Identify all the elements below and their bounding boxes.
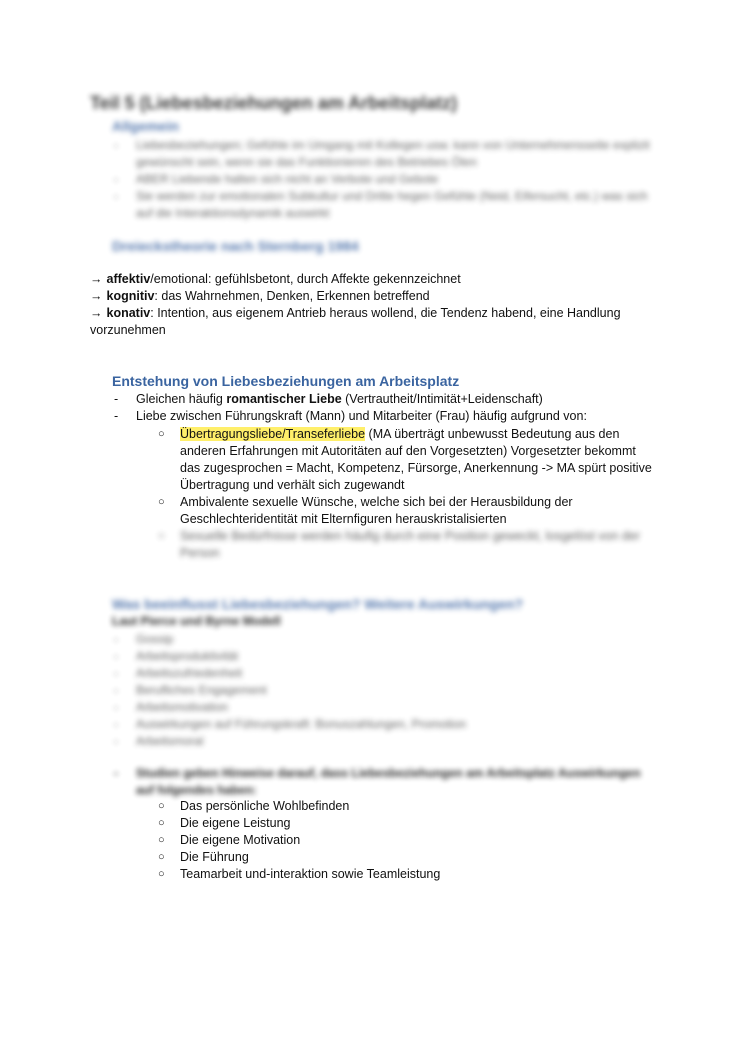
- list-item: ○ Die eigene Leistung: [158, 815, 638, 832]
- list-item: ○ Das persönliche Wohlbefinden: [158, 798, 638, 815]
- heading-sternberg: Dreieckstheorie nach Sternberg 1984: [112, 238, 359, 254]
- arrow-line-konativ: [90, 305, 670, 339]
- page-title: Teil 5 (Liebesbeziehungen am Arbeitsplatz): [90, 93, 458, 113]
- sublist-auswirkungen: [158, 798, 638, 883]
- subheading-modell: Laut Pierce und Byrne Modell: [112, 614, 281, 628]
- sublist-entstehung: [158, 426, 658, 562]
- list-item: ○ Die Führung: [158, 849, 638, 866]
- arrow-right-icon: →: [90, 289, 103, 303]
- list-item: - Sie werden zur emotionalen Subkultur und Dritte hegen Gefühle (Neid, Eifersucht, etc.) was sich auf die Interaktionsdynamik auswirkt: [114, 188, 662, 222]
- list-studien: [114, 765, 659, 799]
- list-item: ○ Übertragungsliebe/Transeferliebe (MA überträgt unbewusst Bedeutung aus den anderen Erfahrungen mit Autoritäten auf den Vorgesetzten) Vorgesetzter bekommt das zugesprochen = Macht, Kompetenz, Fürsorge, Anerkennung -> MA spürt positive Übertragung und verhält sich zugewandt: [158, 426, 658, 494]
- list-einfluss: [114, 631, 634, 750]
- list-item: - Liebe zwischen Führungskraft (Mann) und Mitarbeiter (Frau) häufig aufgrund von:: [114, 408, 674, 425]
- list-item: ○ Die eigene Motivation: [158, 832, 638, 849]
- list-item: - ABER Liebende halten sich nicht an Verbote und Gebote: [114, 171, 662, 188]
- term: konativ: [106, 306, 151, 320]
- list-entstehung: [114, 391, 674, 425]
- list-allgemein: [114, 137, 662, 222]
- list-item: - Arbeitszufriedenheit: [114, 665, 634, 682]
- list-item: ○ Sexuelle Bedürfnisse werden häufig durch eine Position geweckt, losgelöst von der Person: [158, 528, 658, 562]
- arrow-line-affektiv: [90, 271, 670, 288]
- heading-allgemein: Allgemein: [112, 118, 179, 134]
- definition: : das Wahrnehmen, Denken, Erkennen betreffend: [154, 289, 430, 303]
- arrow-right-icon: →: [90, 306, 103, 320]
- arrow-line-kognitiv: [90, 288, 670, 305]
- list-item: - Studien geben Hinweise darauf, dass Liebesbeziehungen am Arbeitsplatz Auswirkungen auf folgendes haben:: [114, 765, 659, 799]
- list-item: - Arbeitsproduktivität: [114, 648, 634, 665]
- list-item: - Arbeitsmoral: [114, 733, 634, 750]
- heading-einfluss: Was beeinflusst Liebesbeziehungen? Weitere Auswirkungen?: [112, 596, 523, 612]
- list-item: ○ Ambivalente sexuelle Wünsche, welche sich bei der Herausbildung der Geschlechteridentität mit Elternfiguren herauskristalisierten: [158, 494, 658, 528]
- list-item: - Gleichen häufig romantischer Liebe (Vertrautheit/Intimität+Leidenschaft): [114, 391, 674, 408]
- list-item: - Arbeitsmotivation: [114, 699, 634, 716]
- arrow-definitions: [90, 271, 670, 339]
- list-item: ○ Teamarbeit und-interaktion sowie Teamleistung: [158, 866, 638, 883]
- list-item: - Liebesbeziehungen; Gefühle im Umgang mit Kollegen usw. kann von Unternehmensseite explizit gewünscht sein, wenn sie das Funktionieren des Betriebes Ölen: [114, 137, 662, 171]
- definition: /emotional: gefühlsbetont, durch Affekte gekennzeichnet: [150, 272, 461, 286]
- list-item: - Gossip: [114, 631, 634, 648]
- highlighted-term: Übertragungsliebe/Transeferliebe: [180, 427, 366, 441]
- term: kognitiv: [106, 289, 155, 303]
- term: affektiv: [106, 272, 151, 286]
- arrow-right-icon: →: [90, 272, 103, 286]
- list-item: - Berufliches Engagement: [114, 682, 634, 699]
- heading-entstehung: Entstehung von Liebesbeziehungen am Arbeitsplatz: [112, 373, 460, 389]
- definition: : Intention, aus eigenem Antrieb heraus wollend, die Tendenz habend, eine Handlung vorzunehmen: [90, 306, 621, 337]
- list-item: - Auswirkungen auf Führungskraft: Bonuszahlungen, Promotion: [114, 716, 634, 733]
